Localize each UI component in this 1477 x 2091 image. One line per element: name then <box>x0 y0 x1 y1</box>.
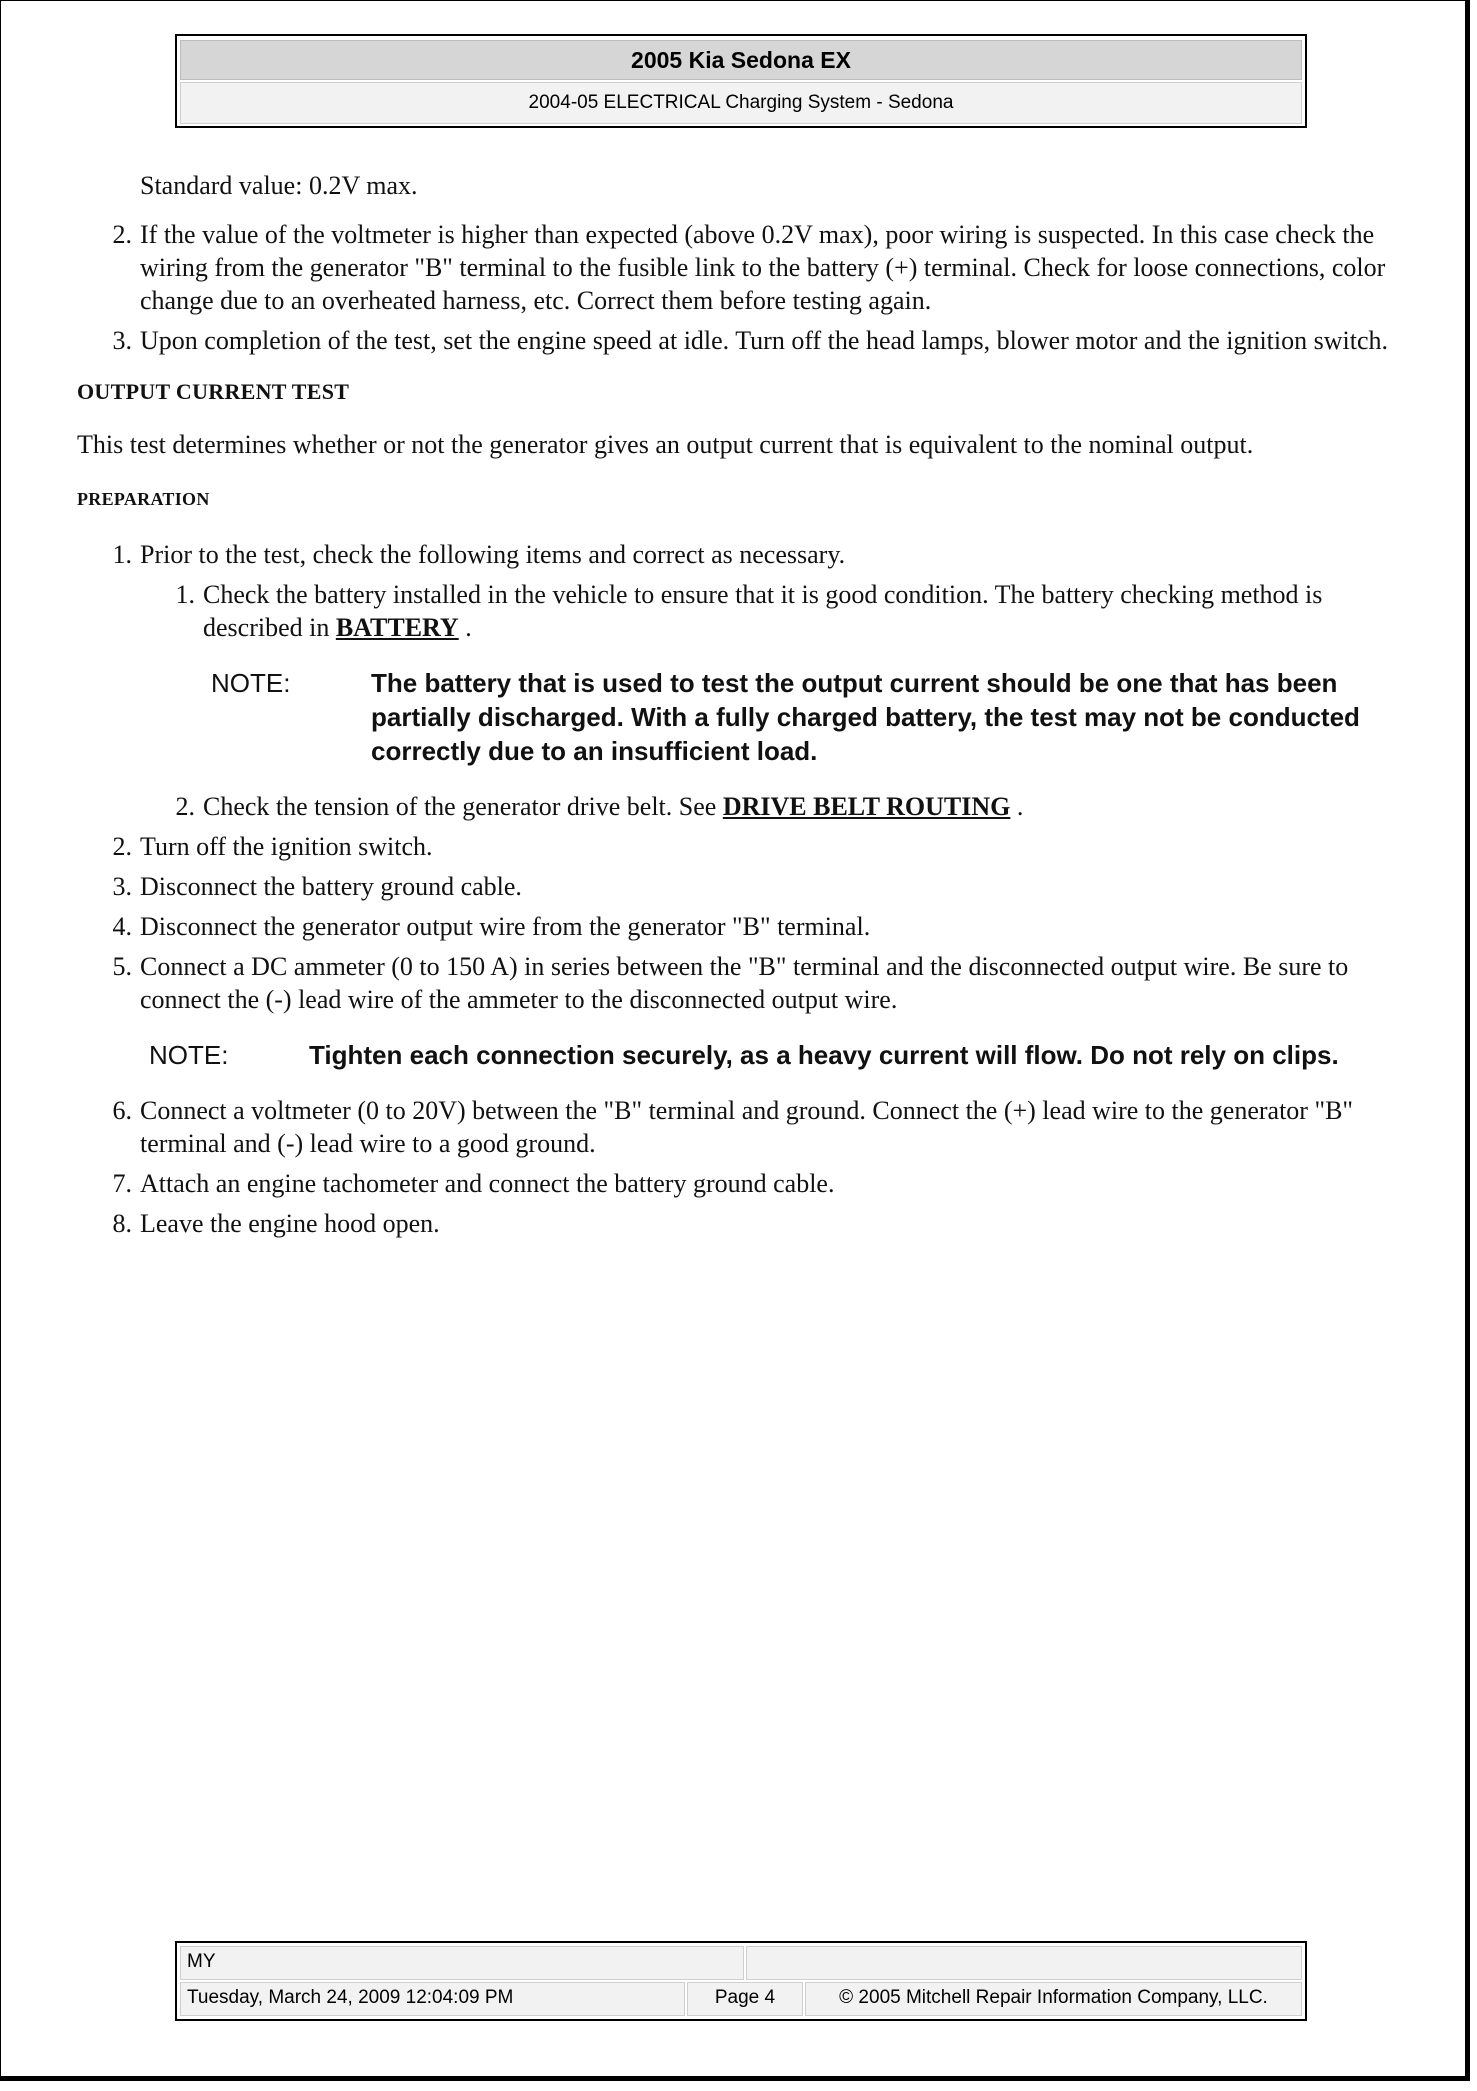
list-text: Leave the engine hood open. <box>140 1209 440 1238</box>
list-text: Attach an engine tachometer and connect the battery ground cable. <box>140 1169 835 1198</box>
list-number: 2. <box>112 832 132 861</box>
note-block <box>211 666 1407 768</box>
list-item <box>112 1167 1407 1200</box>
sub-list-item <box>175 578 1407 644</box>
list-item <box>112 538 1407 571</box>
standard-value: Standard value: 0.2V max. <box>140 171 418 200</box>
list-text: If the value of the voltmeter is higher than expected (above 0.2V max), poor wiring is suspected. In this case check the wiring from the generator "B" terminal to the fusible link to the battery (+) terminal. Check for loose connections, color change due to an overheated harness, etc. Correct them before testing again. <box>140 220 1386 315</box>
list-number: 4. <box>112 912 132 941</box>
list-number: 1. <box>175 580 195 609</box>
list-item <box>112 830 1407 863</box>
vehicle-title: 2005 Kia Sedona EX <box>180 40 1302 80</box>
document-body <box>77 169 1407 1247</box>
footer-page-number: Page 4 <box>687 1982 803 2016</box>
document-footer <box>175 1941 1307 2021</box>
list-text: Disconnect the generator output wire from the generator "B" terminal. <box>140 912 871 941</box>
note-label: NOTE: <box>211 668 291 698</box>
subsection-heading: PREPARATION <box>77 489 210 509</box>
list-item <box>112 1207 1407 1240</box>
list-text: Connect a DC ammeter (0 to 150 A) in series between the "B" terminal and the disconnected output wire. Be sure to connect the (-) lead wire of the ammeter to the disconnected output wire. <box>140 952 1349 1014</box>
footer-empty-cell <box>746 1946 1302 1980</box>
list-text: Prior to the test, check the following items and correct as necessary. <box>140 540 846 569</box>
list-number: 6. <box>112 1096 132 1125</box>
note-text: The battery that is used to test the output current should be one that has been partially discharged. With a fully charged battery, the test may not be conducted correctly due to an insufficient load. <box>371 668 1360 766</box>
list-number: 7. <box>112 1169 132 1198</box>
list-item <box>112 324 1407 357</box>
list-item <box>112 910 1407 943</box>
list-text: Check the battery installed in the vehicle to ensure that it is good condition. The battery checking method is described in <box>203 580 1323 642</box>
list-number: 1. <box>112 540 132 569</box>
list-item <box>112 870 1407 903</box>
list-number: 2. <box>175 792 195 821</box>
note-block <box>149 1038 1407 1072</box>
intro-paragraph: This test determines whether or not the generator gives an output current that is equivalent to the nominal output. <box>77 430 1254 459</box>
list-text: Turn off the ignition switch. <box>140 832 433 861</box>
list-text: Upon completion of the test, set the engine speed at idle. Turn off the head lamps, blower motor and the ignition switch. <box>140 326 1389 355</box>
section-subtitle: 2004-05 ELECTRICAL Charging System - Sedona <box>180 82 1302 124</box>
document-header <box>175 34 1307 128</box>
list-number: 3. <box>112 326 132 355</box>
list-suffix: . <box>1016 792 1024 821</box>
footer-datetime: Tuesday, March 24, 2009 12:04:09 PM <box>180 1982 685 2016</box>
battery-link[interactable]: BATTERY <box>335 613 459 642</box>
list-number: 2. <box>112 220 132 249</box>
list-number: 3. <box>112 872 132 901</box>
list-number: 8. <box>112 1209 132 1238</box>
list-text: Check the tension of the generator drive belt. See <box>203 792 717 821</box>
note-text: Tighten each connection securely, as a heavy current will flow. Do not rely on clips. <box>309 1040 1339 1070</box>
list-item <box>112 950 1407 1016</box>
footer-user: MY <box>180 1946 744 1980</box>
note-label: NOTE: <box>149 1040 229 1070</box>
list-text: Disconnect the battery ground cable. <box>140 872 522 901</box>
drive-belt-routing-link[interactable]: DRIVE BELT ROUTING <box>722 792 1011 821</box>
section-heading: OUTPUT CURRENT TEST <box>77 379 350 404</box>
footer-copyright: © 2005 Mitchell Repair Information Company, LLC. <box>805 1982 1302 2016</box>
list-suffix: . <box>465 613 472 642</box>
sub-list-item <box>175 790 1407 823</box>
list-text: Connect a voltmeter (0 to 20V) between the "B" terminal and ground. Connect the (+) lead wire to the generator "B" terminal and (-) lead wire to a good ground. <box>140 1096 1354 1158</box>
list-item <box>112 218 1407 317</box>
list-number: 5. <box>112 952 132 981</box>
list-item <box>112 1094 1407 1160</box>
